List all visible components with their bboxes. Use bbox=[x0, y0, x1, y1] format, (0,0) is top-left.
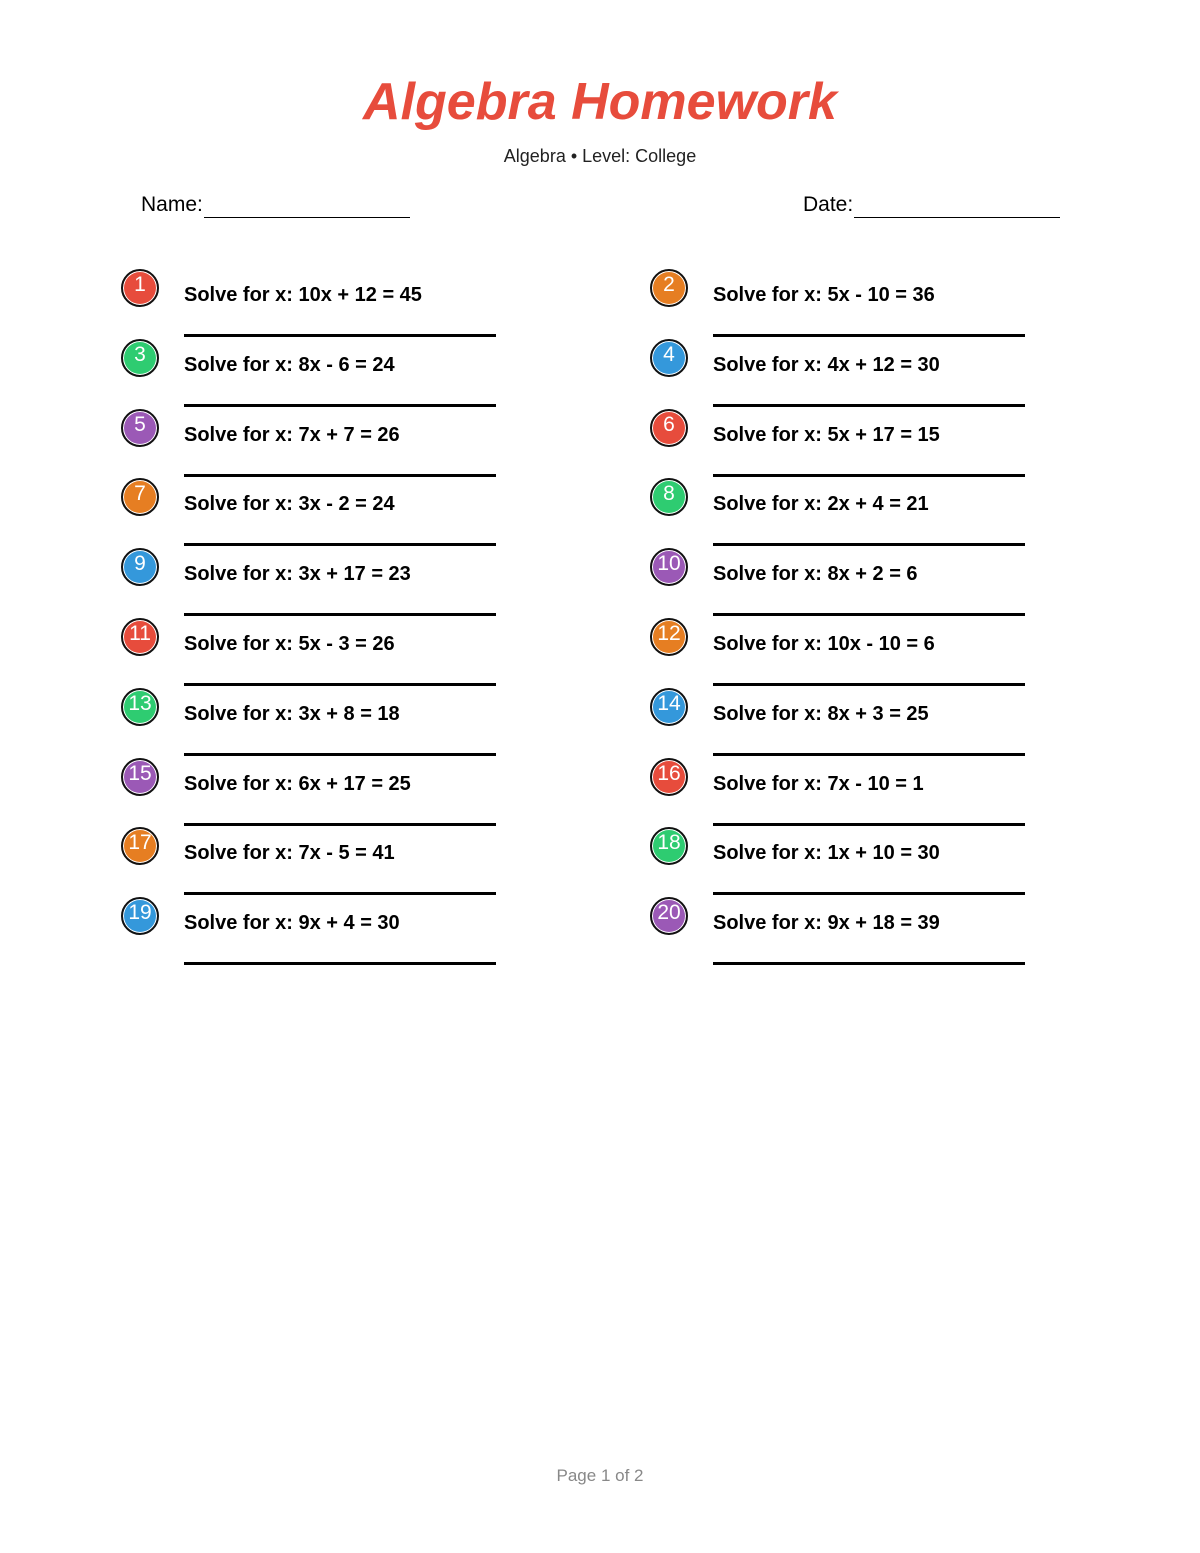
problem-number-badge bbox=[121, 478, 159, 516]
problem-number-badge bbox=[650, 897, 688, 935]
problem-item bbox=[650, 409, 1070, 479]
problem-item bbox=[121, 688, 541, 758]
problem-number: 5 bbox=[134, 412, 146, 436]
problem-number: 13 bbox=[128, 691, 152, 715]
problem-text: Solve for x: 10x + 12 = 45 bbox=[184, 284, 422, 306]
answer-line bbox=[184, 474, 496, 477]
problem-item bbox=[121, 827, 541, 897]
answer-line bbox=[713, 892, 1025, 895]
problem-item bbox=[650, 478, 1070, 548]
problem-item bbox=[121, 897, 541, 967]
problem-text: Solve for x: 9x + 18 = 39 bbox=[713, 912, 940, 935]
problem-item bbox=[650, 269, 1070, 339]
problem-number-badge bbox=[121, 827, 159, 865]
answer-line bbox=[184, 543, 496, 546]
answer-line bbox=[713, 474, 1025, 477]
problem-number-badge bbox=[650, 827, 688, 865]
problem-number: 6 bbox=[663, 412, 675, 436]
problem-item bbox=[650, 897, 1070, 967]
problem-number-badge bbox=[650, 409, 688, 447]
problem-text: Solve for x: 1x + 10 = 30 bbox=[713, 842, 940, 865]
problem-number: 4 bbox=[663, 342, 675, 366]
problem-text: Solve for x: 5x - 3 = 26 bbox=[184, 633, 395, 655]
problem-item bbox=[650, 758, 1070, 828]
problem-text: Solve for x: 5x - 10 = 36 bbox=[713, 284, 935, 306]
problem-number-badge bbox=[121, 897, 159, 935]
worksheet-title: Algebra Homework bbox=[363, 73, 837, 131]
answer-line bbox=[713, 753, 1025, 756]
answer-line bbox=[184, 613, 496, 616]
problem-number-badge bbox=[650, 339, 688, 377]
answer-line bbox=[713, 543, 1025, 546]
problem-number: 20 bbox=[657, 901, 681, 925]
problem-number: 19 bbox=[128, 901, 152, 925]
problem-number: 11 bbox=[129, 622, 151, 645]
problem-number-badge bbox=[121, 618, 159, 656]
answer-line bbox=[184, 404, 496, 407]
problem-item bbox=[121, 548, 541, 618]
problem-text: Solve for x: 7x - 5 = 41 bbox=[184, 842, 395, 865]
problem-number: 3 bbox=[134, 342, 146, 366]
answer-line bbox=[713, 404, 1025, 407]
problem-text: Solve for x: 3x + 8 = 18 bbox=[184, 702, 400, 725]
answer-line bbox=[184, 683, 496, 686]
problem-item bbox=[121, 478, 541, 548]
problem-number: 1 bbox=[134, 273, 146, 296]
problem-number: 2 bbox=[663, 273, 675, 296]
problem-number-badge bbox=[121, 548, 159, 586]
problem-text: Solve for x: 9x + 4 = 30 bbox=[184, 912, 400, 935]
problem-number: 15 bbox=[128, 761, 152, 785]
problem-text: Solve for x: 8x + 2 = 6 bbox=[713, 563, 918, 586]
problem-text: Solve for x: 5x + 17 = 15 bbox=[713, 423, 940, 446]
worksheet-subtitle: Algebra • Level: College bbox=[503, 146, 697, 166]
problem-text: Solve for x: 10x - 10 = 6 bbox=[713, 633, 935, 655]
page-number: Page 1 of 2 bbox=[556, 1466, 644, 1485]
problem-number: 7 bbox=[134, 482, 146, 506]
problem-number-badge bbox=[650, 618, 688, 656]
problem-item bbox=[650, 618, 1070, 688]
answer-line bbox=[184, 892, 496, 895]
problem-text: Solve for x: 3x - 2 = 24 bbox=[184, 493, 395, 516]
problem-text: Solve for x: 3x + 17 = 23 bbox=[184, 563, 411, 586]
problem-text: Solve for x: 2x + 4 = 21 bbox=[713, 493, 929, 516]
problem-item bbox=[650, 548, 1070, 618]
problem-text: Solve for x: 8x - 6 = 24 bbox=[184, 353, 395, 376]
answer-line bbox=[713, 962, 1025, 965]
answer-line bbox=[184, 753, 496, 756]
problem-number: 8 bbox=[663, 482, 675, 506]
problem-item bbox=[650, 339, 1070, 409]
problem-number-badge bbox=[650, 548, 688, 586]
answer-line bbox=[713, 823, 1025, 826]
problem-number-badge bbox=[121, 688, 159, 726]
problem-number: 16 bbox=[657, 761, 681, 785]
problem-text: Solve for x: 8x + 3 = 25 bbox=[713, 702, 929, 725]
problem-number: 14 bbox=[657, 691, 681, 715]
problem-number-badge bbox=[650, 758, 688, 796]
problem-text: Solve for x: 7x - 10 = 1 bbox=[713, 772, 924, 795]
problem-number: 18 bbox=[657, 831, 681, 855]
problem-item bbox=[121, 409, 541, 479]
answer-line bbox=[184, 962, 496, 965]
answer-line bbox=[184, 823, 496, 826]
name-label: Name: bbox=[141, 193, 203, 216]
problem-item bbox=[121, 758, 541, 828]
problem-number: 10 bbox=[657, 552, 681, 576]
problem-number-badge bbox=[121, 409, 159, 447]
date-label: Date: bbox=[803, 193, 854, 216]
problem-text: Solve for x: 4x + 12 = 30 bbox=[713, 353, 940, 376]
problem-number-badge bbox=[121, 269, 159, 307]
problem-number-badge bbox=[650, 688, 688, 726]
answer-line bbox=[713, 334, 1025, 337]
problem-text: Solve for x: 7x + 7 = 26 bbox=[184, 423, 400, 446]
problem-number: 12 bbox=[657, 622, 681, 645]
problem-number-badge bbox=[650, 478, 688, 516]
problem-number-badge bbox=[121, 339, 159, 377]
problem-item bbox=[121, 269, 541, 339]
answer-line bbox=[713, 683, 1025, 686]
problem-number-badge bbox=[650, 269, 688, 307]
problem-item bbox=[650, 827, 1070, 897]
problem-number-badge bbox=[121, 758, 159, 796]
problem-number: 9 bbox=[134, 552, 146, 576]
problem-item bbox=[121, 618, 541, 688]
answer-line bbox=[713, 613, 1025, 616]
problem-item bbox=[121, 339, 541, 409]
problem-number: 17 bbox=[128, 831, 152, 855]
answer-line bbox=[184, 334, 496, 337]
problem-item bbox=[650, 688, 1070, 758]
problem-text: Solve for x: 6x + 17 = 25 bbox=[184, 772, 411, 795]
